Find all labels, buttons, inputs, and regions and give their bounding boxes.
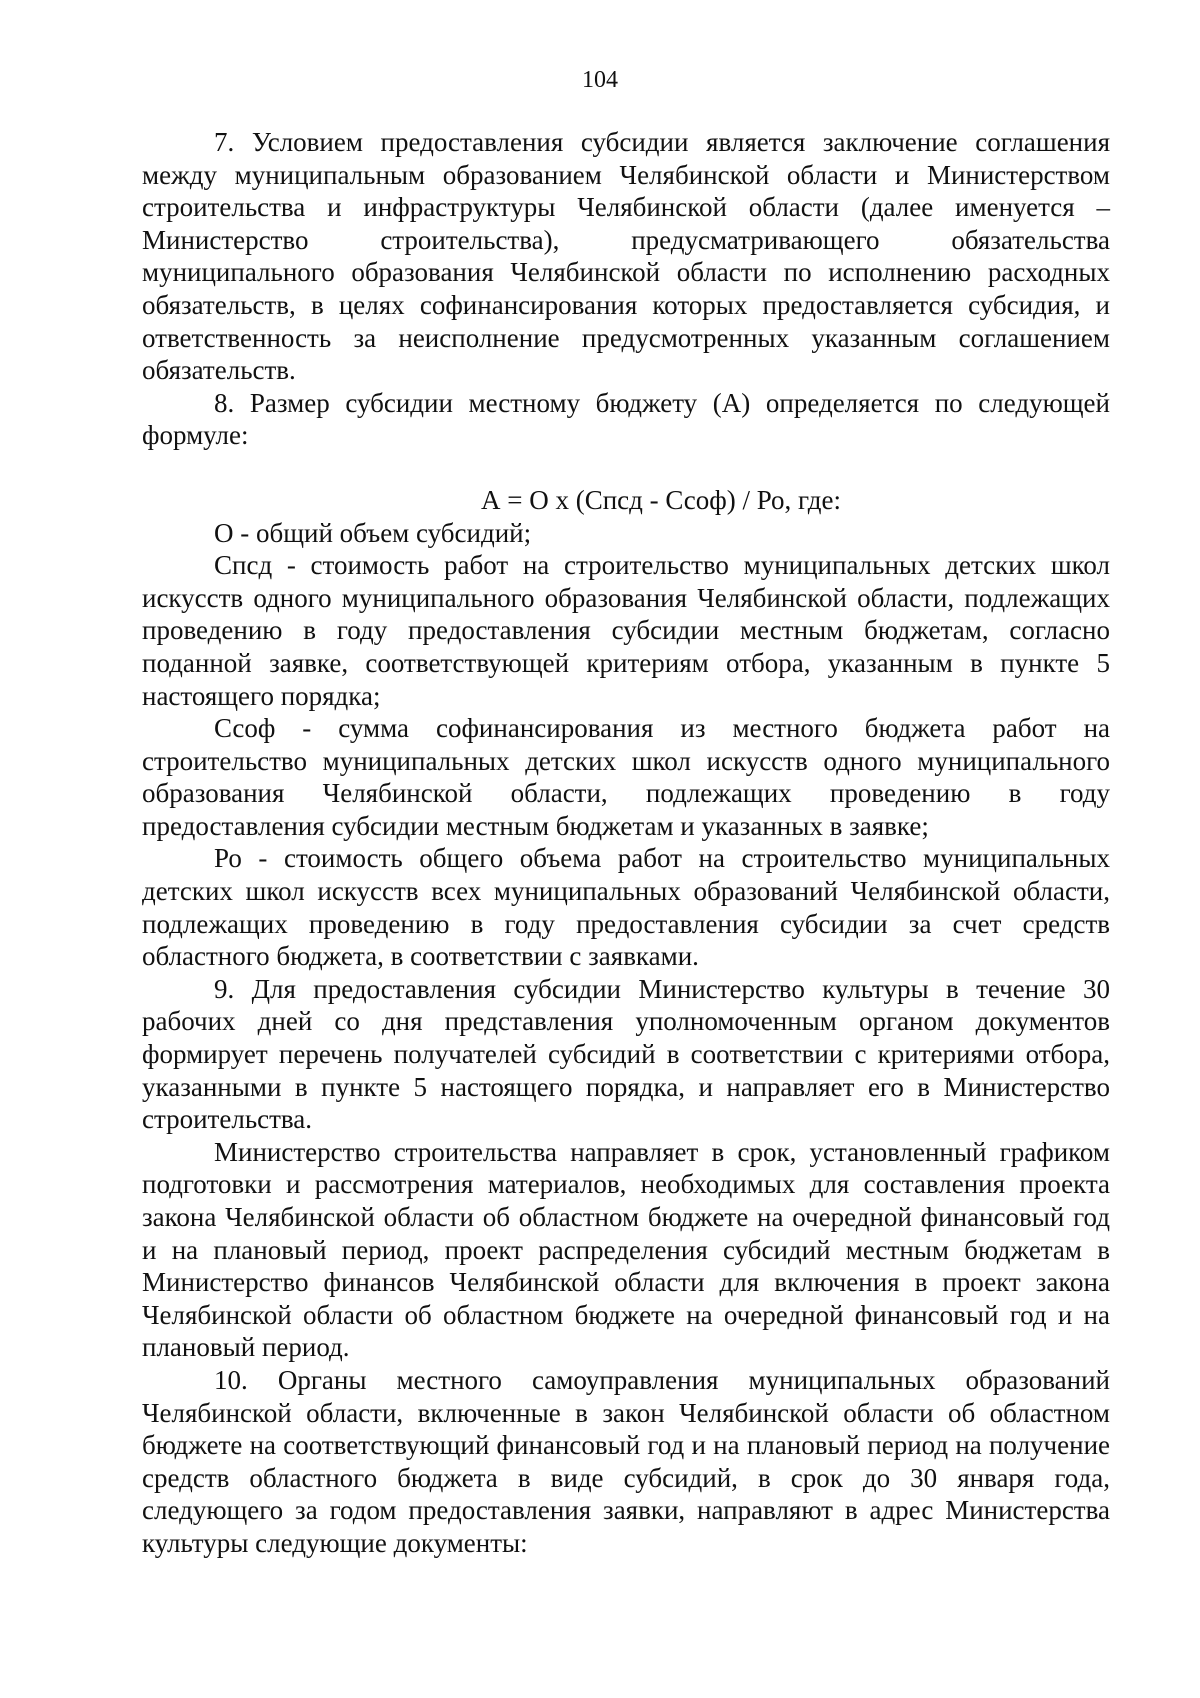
formula: А = О х (Спсд - Ссоф) / Ро, где: xyxy=(481,484,841,515)
paragraph-7: 7. Условием предоставления субсидии является заключение соглашения между муниципальным образованием Челябинской области и Министерством строительства и инфраструктуры Челябинской области (далее именуется – Министерство строительства), предусматривающего обязательства муниципального образования Челябинской области по исполнению расходных обязательств, в целях софинансирования которых предоставляется субсидия, и ответственность за неисполнение предусмотренных указанным соглашением обязательств. xyxy=(142,127,1110,386)
paragraph-9-continuation: Министерство строительства направляет в срок, установленный графиком подготовки и рассмотрения материалов, необходимых для составления проекта закона Челябинской области об областном бюджете на очередной финансовый год и на плановый период, проект распределения субсидий местным бюджетам в Министерство финансов Челябинской области для включения в проект закона Челябинской области об областном бюджете на очередной финансовый год и на плановый период. xyxy=(142,1136,1110,1363)
paragraph-10: 10. Органы местного самоуправления муниципальных образований Челябинской области, включенные в закон Челябинской области об областном бюджете на соответствующий финансовый год и на плановый период на получение средств областного бюджета в виде субсидий, в срок до 30 января года, следующего за годом предоставления заявки, направляют в адрес Министерства культуры следующие документы: xyxy=(142,1364,1110,1558)
definition-ssof: Ссоф - сумма софинансирования из местного бюджета работ на строительство муниципальных детских школ искусств одного муниципального образования Челябинской области, подлежащих проведению в году предоставления субсидии местным бюджетам и указанных в заявке; xyxy=(142,713,1110,841)
definition-ro: Ро - стоимость общего объема работ на строительство муниципальных детских школ искусств всех муниципальных образований Челябинской области, подлежащих проведению в году предоставления субсидии за счет средств областного бюджета, в соответствии с заявками. xyxy=(142,843,1110,972)
document-body xyxy=(142,126,1110,1560)
paragraph-8: 8. Размер субсидии местному бюджету (А) определяется по следующей формуле: xyxy=(142,387,1110,451)
definition-spsd: Спсд - стоимость работ на строительство муниципальных детских школ искусств одного муниципального образования Челябинской области, подлежащих проведению в году предоставления субсидии местным бюджетам, согласно поданной заявке, соответствующей критериям отбора, указанным в пункте 5 настоящего порядка; xyxy=(142,550,1110,711)
page-number: 104 xyxy=(582,67,618,93)
definition-o: О - общий объем субсидий; xyxy=(214,517,532,548)
paragraph-9: 9. Для предоставления субсидии Министерство культуры в течение 30 рабочих дней со дня представления уполномоченным органом документов формирует перечень получателей субсидий в соответствии с критериями отбора, указанными в пункте 5 настоящего порядка, и направляет его в Министерство строительства. xyxy=(142,973,1110,1135)
